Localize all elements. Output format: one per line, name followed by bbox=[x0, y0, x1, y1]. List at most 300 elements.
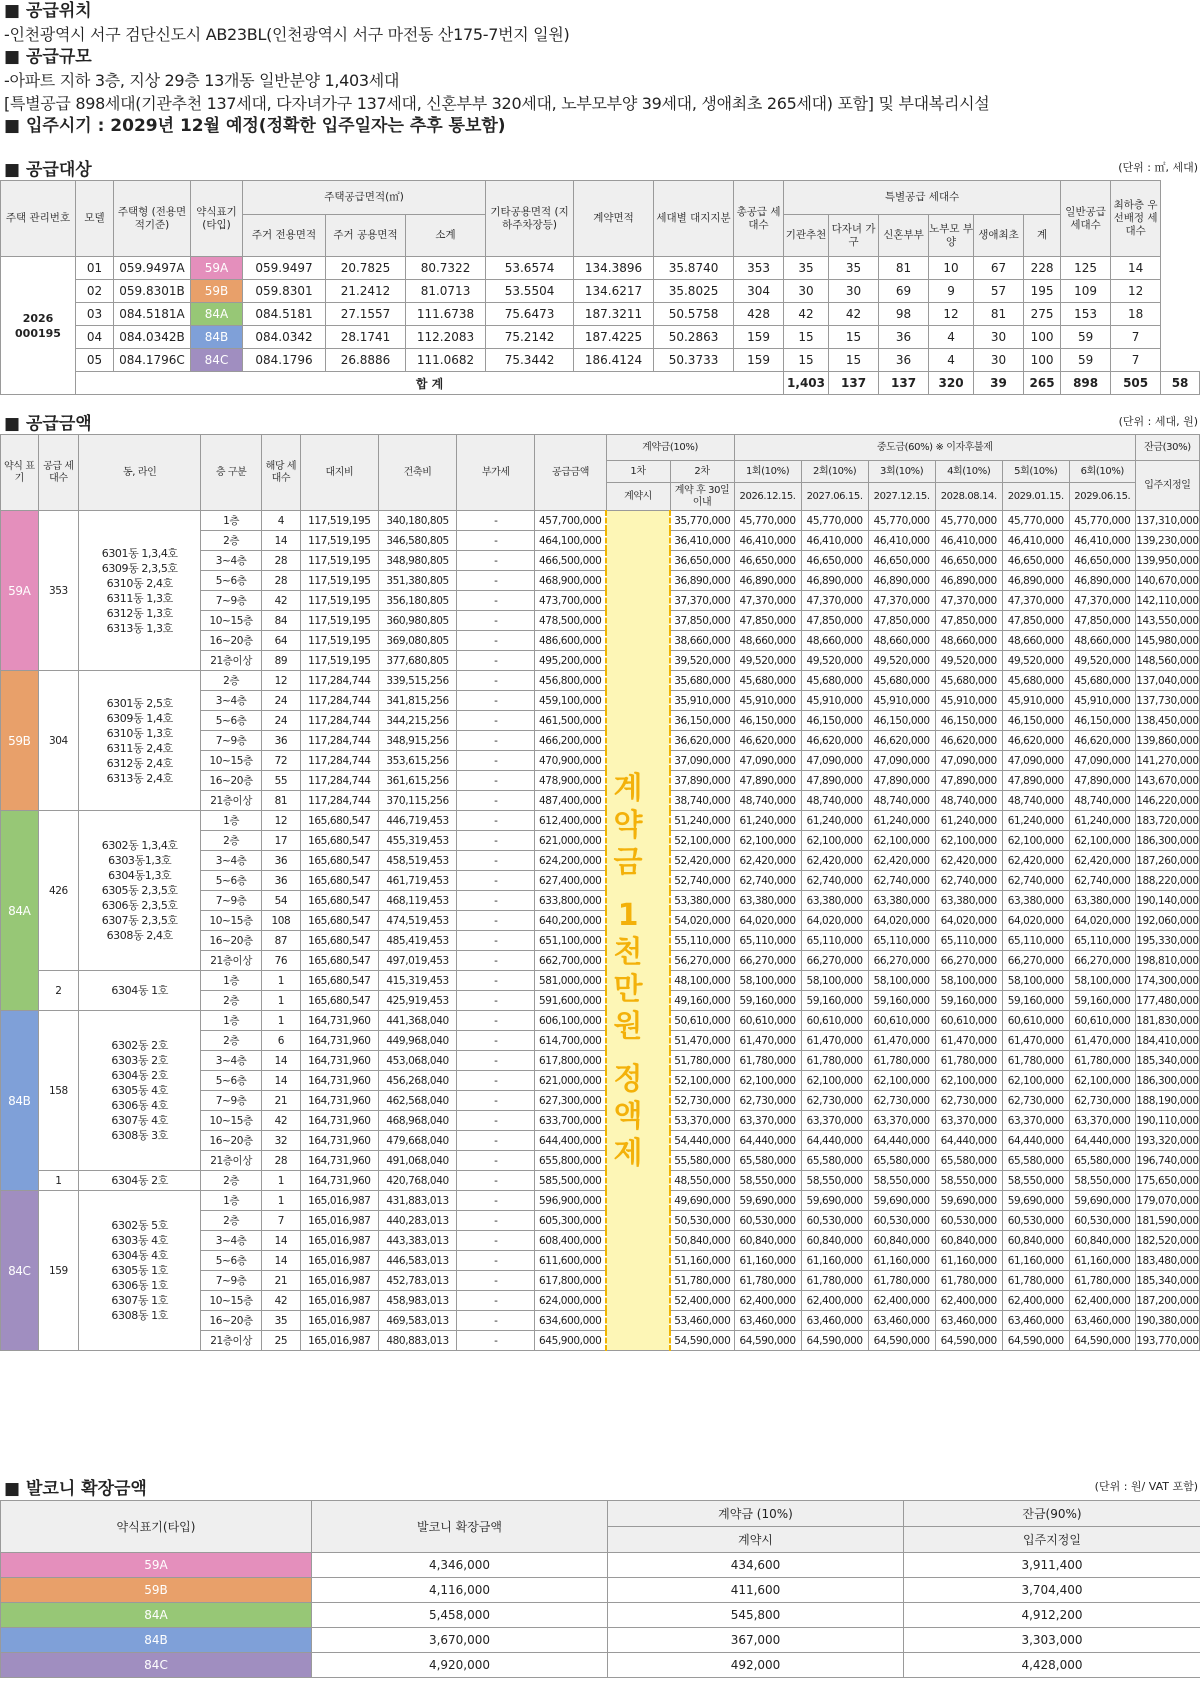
s4-cell: 4 bbox=[929, 326, 974, 349]
middle3-cell: 46,890,000 bbox=[868, 571, 935, 591]
s4-cell: 4 bbox=[929, 349, 974, 372]
deposit2-cell: 36,410,000 bbox=[670, 531, 734, 551]
middle5-cell: 62,400,000 bbox=[1002, 1291, 1069, 1311]
s1-cell: 15 bbox=[784, 349, 829, 372]
middle4-cell: 46,890,000 bbox=[935, 571, 1002, 591]
build-cell: 455,319,453 bbox=[378, 831, 456, 851]
balcony-unit: (단위 : 원/ VAT 포함) bbox=[1094, 1480, 1198, 1493]
middle4-cell: 61,780,000 bbox=[935, 1271, 1002, 1291]
balance-cell: 182,520,000 bbox=[1135, 1231, 1199, 1251]
middle4-cell: 58,550,000 bbox=[935, 1171, 1002, 1191]
build-cell: 361,615,256 bbox=[378, 771, 456, 791]
count-cell: 36 bbox=[262, 851, 301, 871]
pth-m1: 1회(10%) bbox=[734, 461, 801, 483]
balcony-deposit-cell: 545,800 bbox=[608, 1603, 904, 1628]
floor-cell: 10~15층 bbox=[201, 751, 262, 771]
middle6-cell: 60,840,000 bbox=[1069, 1231, 1135, 1251]
middle5-cell: 65,580,000 bbox=[1002, 1151, 1069, 1171]
middle4-cell: 45,680,000 bbox=[935, 671, 1002, 691]
sub-cell: 111.0682 bbox=[406, 349, 486, 372]
land-cell: 165,680,547 bbox=[300, 931, 378, 951]
middle6-cell: 45,680,000 bbox=[1069, 671, 1135, 691]
other-cell: 53.6574 bbox=[486, 257, 574, 280]
move-in-text: ■ 입주시기 : 2029년 12월 예정(정확한 입주일자는 추후 통보함) bbox=[4, 116, 506, 136]
table-row bbox=[1, 1653, 1200, 1678]
balance-cell: 196,740,000 bbox=[1135, 1151, 1199, 1171]
price-cell: 478,500,000 bbox=[535, 611, 606, 631]
middle6-cell: 46,890,000 bbox=[1069, 571, 1135, 591]
deposit2-cell: 55,110,000 bbox=[670, 931, 734, 951]
price-cell: 617,800,000 bbox=[535, 1271, 606, 1291]
middle5-cell: 59,160,000 bbox=[1002, 991, 1069, 1011]
land-cell: 164,731,960 bbox=[300, 1031, 378, 1051]
sub-cell: 80.7322 bbox=[406, 257, 486, 280]
floor-cell: 2층 bbox=[201, 1031, 262, 1051]
excl-cell: 084.5181 bbox=[243, 303, 326, 326]
floor-cell: 16~20층 bbox=[201, 771, 262, 791]
deposit2-cell: 35,680,000 bbox=[670, 671, 734, 691]
count-cell: 72 bbox=[262, 751, 301, 771]
line-item: 6313동 2,4호 bbox=[106, 771, 173, 785]
price-cell: 624,200,000 bbox=[535, 851, 606, 871]
count-cell: 14 bbox=[262, 1251, 301, 1271]
bth-dep: 계약금 (10%) bbox=[608, 1501, 904, 1527]
middle5-cell: 64,590,000 bbox=[1002, 1331, 1069, 1351]
price-cell: 591,600,000 bbox=[535, 991, 606, 1011]
sum-s4: 39 bbox=[974, 372, 1024, 395]
banner-char: 계 bbox=[613, 771, 643, 806]
line-item: 6306동 1호 bbox=[111, 1279, 168, 1292]
middle5-cell: 63,460,000 bbox=[1002, 1311, 1069, 1331]
type-badge: 59B bbox=[1, 1578, 312, 1603]
pth-deposit: 계약금(10%) bbox=[606, 435, 734, 461]
floor-cell: 7~9층 bbox=[201, 1271, 262, 1291]
excl-cell: 084.0342 bbox=[243, 326, 326, 349]
line-item: 6311동 1,3호 bbox=[106, 591, 173, 605]
balance-cell: 190,110,000 bbox=[1135, 1111, 1199, 1131]
middle6-cell: 46,650,000 bbox=[1069, 551, 1135, 571]
type-badge: 84B bbox=[1, 1011, 39, 1191]
count-cell: 21 bbox=[262, 1271, 301, 1291]
floor-cell: 7~9층 bbox=[201, 731, 262, 751]
middle2-cell: 60,840,000 bbox=[801, 1231, 868, 1251]
land-cell: 164,731,960 bbox=[300, 1071, 378, 1091]
floor-cell: 21층이상 bbox=[201, 1151, 262, 1171]
banner-char: 제 bbox=[613, 1136, 643, 1171]
middle5-cell: 45,770,000 bbox=[1002, 511, 1069, 531]
pth-d5: 2029.01.15. bbox=[1002, 483, 1069, 511]
middle2-cell: 62,420,000 bbox=[801, 851, 868, 871]
middle1-cell: 45,680,000 bbox=[734, 671, 801, 691]
units-cell: 159 bbox=[38, 1191, 79, 1351]
s3-cell: 81 bbox=[879, 257, 929, 280]
price-cell: 487,400,000 bbox=[535, 791, 606, 811]
build-cell: 441,368,040 bbox=[378, 1011, 456, 1031]
line-item: 6309동 1,4호 bbox=[106, 711, 173, 725]
line-item: 6312동 2,4호 bbox=[106, 756, 173, 770]
middle6-cell: 47,890,000 bbox=[1069, 771, 1135, 791]
middle2-cell: 61,240,000 bbox=[801, 811, 868, 831]
middle1-cell: 46,890,000 bbox=[734, 571, 801, 591]
th-s2: 다자녀 가구 bbox=[829, 215, 879, 257]
middle5-cell: 58,550,000 bbox=[1002, 1171, 1069, 1191]
deposit2-cell: 51,470,000 bbox=[670, 1031, 734, 1051]
th-excl: 주거 전용면적 bbox=[243, 215, 326, 257]
balcony-price-cell: 3,670,000 bbox=[312, 1628, 608, 1653]
middle2-cell: 46,620,000 bbox=[801, 731, 868, 751]
middle5-cell: 62,100,000 bbox=[1002, 1071, 1069, 1091]
floor-cell: 5~6층 bbox=[201, 871, 262, 891]
pth-floor: 층 구분 bbox=[201, 435, 262, 511]
middle2-cell: 65,580,000 bbox=[801, 1151, 868, 1171]
table-row bbox=[1, 1553, 1200, 1578]
line-item: 6308동 3호 bbox=[111, 1129, 168, 1142]
units-cell: 1 bbox=[38, 1171, 79, 1191]
land-cell: 35.8740 bbox=[654, 257, 734, 280]
middle1-cell: 47,090,000 bbox=[734, 751, 801, 771]
floor-cell: 2층 bbox=[201, 671, 262, 691]
count-cell: 35 bbox=[262, 1311, 301, 1331]
total-cell: 159 bbox=[734, 349, 784, 372]
sum-s5: 265 bbox=[1024, 372, 1061, 395]
balcony-deposit-cell: 367,000 bbox=[608, 1628, 904, 1653]
banner-char: 약 bbox=[613, 808, 643, 843]
th-s4: 노부모 부양 bbox=[929, 215, 974, 257]
middle6-cell: 61,780,000 bbox=[1069, 1271, 1135, 1291]
s1-cell: 30 bbox=[784, 280, 829, 303]
middle5-cell: 62,420,000 bbox=[1002, 851, 1069, 871]
middle6-cell: 64,440,000 bbox=[1069, 1131, 1135, 1151]
pth-line: 동, 라인 bbox=[79, 435, 201, 511]
build-cell: 449,968,040 bbox=[378, 1031, 456, 1051]
pth-dep2: 2차 bbox=[670, 461, 734, 483]
line-item: 6310동 1,3호 bbox=[106, 726, 173, 740]
count-cell: 21 bbox=[262, 1091, 301, 1111]
middle5-cell: 62,740,000 bbox=[1002, 871, 1069, 891]
th-special: 특별공급 세대수 bbox=[784, 181, 1061, 215]
floor-cell: 3~4층 bbox=[201, 551, 262, 571]
floor-cell: 21층이상 bbox=[201, 951, 262, 971]
priority-cell: 18 bbox=[1111, 303, 1161, 326]
middle5-cell: 47,370,000 bbox=[1002, 591, 1069, 611]
middle1-cell: 59,690,000 bbox=[734, 1191, 801, 1211]
middle1-cell: 60,840,000 bbox=[734, 1231, 801, 1251]
middle3-cell: 45,680,000 bbox=[868, 671, 935, 691]
middle3-cell: 62,740,000 bbox=[868, 871, 935, 891]
count-cell: 25 bbox=[262, 1331, 301, 1351]
middle3-cell: 61,470,000 bbox=[868, 1031, 935, 1051]
land-cell: 117,519,195 bbox=[300, 511, 378, 531]
vat-cell: - bbox=[457, 1131, 535, 1151]
pub-cell: 28.1741 bbox=[326, 326, 406, 349]
count-cell: 28 bbox=[262, 1151, 301, 1171]
floor-cell: 2층 bbox=[201, 1211, 262, 1231]
s1-cell: 35 bbox=[784, 257, 829, 280]
price-cell: 611,600,000 bbox=[535, 1251, 606, 1271]
count-cell: 24 bbox=[262, 711, 301, 731]
vat-cell: - bbox=[457, 651, 535, 671]
middle1-cell: 58,100,000 bbox=[734, 971, 801, 991]
type-badge: 59B bbox=[1, 671, 39, 811]
deposit2-cell: 50,610,000 bbox=[670, 1011, 734, 1031]
balcony-balance-cell: 4,912,200 bbox=[904, 1603, 1200, 1628]
table-row bbox=[1, 1171, 1200, 1191]
balance-cell: 139,230,000 bbox=[1135, 531, 1199, 551]
deposit2-cell: 52,400,000 bbox=[670, 1291, 734, 1311]
middle2-cell: 46,650,000 bbox=[801, 551, 868, 571]
middle1-cell: 62,100,000 bbox=[734, 831, 801, 851]
middle4-cell: 47,890,000 bbox=[935, 771, 1002, 791]
vat-cell: - bbox=[457, 771, 535, 791]
th-priority: 최하층 우선배정 세대수 bbox=[1111, 181, 1161, 257]
bth-bal-when: 입주지정일 bbox=[904, 1527, 1200, 1553]
line-cell bbox=[79, 511, 201, 671]
vat-cell: - bbox=[457, 1251, 535, 1271]
middle4-cell: 59,160,000 bbox=[935, 991, 1002, 1011]
middle4-cell: 45,770,000 bbox=[935, 511, 1002, 531]
land-cell: 165,680,547 bbox=[300, 911, 378, 931]
deposit2-cell: 48,550,000 bbox=[670, 1171, 734, 1191]
vat-cell: - bbox=[457, 1111, 535, 1131]
line-item: 6304동 1호 bbox=[111, 984, 168, 997]
supply-title: ■ 공급대상 bbox=[4, 160, 92, 180]
total-cell: 304 bbox=[734, 280, 784, 303]
vat-cell: - bbox=[457, 1151, 535, 1171]
pth-m2: 2회(10%) bbox=[801, 461, 868, 483]
vat-cell: - bbox=[457, 1211, 535, 1231]
build-cell: 468,968,040 bbox=[378, 1111, 456, 1131]
vat-cell: - bbox=[457, 1191, 535, 1211]
land-cell: 165,016,987 bbox=[300, 1331, 378, 1351]
build-cell: 468,119,453 bbox=[378, 891, 456, 911]
middle6-cell: 63,460,000 bbox=[1069, 1311, 1135, 1331]
count-cell: 28 bbox=[262, 571, 301, 591]
vat-cell: - bbox=[457, 531, 535, 551]
deposit2-cell: 49,160,000 bbox=[670, 991, 734, 1011]
middle6-cell: 48,740,000 bbox=[1069, 791, 1135, 811]
balcony-table bbox=[0, 1500, 1200, 1678]
general-cell: 109 bbox=[1061, 280, 1111, 303]
middle4-cell: 64,020,000 bbox=[935, 911, 1002, 931]
count-cell: 87 bbox=[262, 931, 301, 951]
balcony-deposit-cell: 492,000 bbox=[608, 1653, 904, 1678]
pth-units: 공급 세대수 bbox=[38, 435, 79, 511]
count-cell: 14 bbox=[262, 1231, 301, 1251]
price-unit: (단위 : 세대, 원) bbox=[1118, 415, 1198, 428]
build-cell: 446,719,453 bbox=[378, 811, 456, 831]
price-cell: 624,000,000 bbox=[535, 1291, 606, 1311]
pth-dep1-when: 계약시 bbox=[606, 483, 670, 511]
vat-cell: - bbox=[457, 871, 535, 891]
vat-cell: - bbox=[457, 851, 535, 871]
vat-cell: - bbox=[457, 711, 535, 731]
price-cell: 473,700,000 bbox=[535, 591, 606, 611]
deposit2-cell: 54,020,000 bbox=[670, 911, 734, 931]
middle6-cell: 64,020,000 bbox=[1069, 911, 1135, 931]
pth-d1: 2026.12.15. bbox=[734, 483, 801, 511]
table-row bbox=[1, 1578, 1200, 1603]
deposit2-cell: 49,690,000 bbox=[670, 1191, 734, 1211]
model-cell: 01 bbox=[76, 257, 114, 280]
middle4-cell: 47,090,000 bbox=[935, 751, 1002, 771]
total-cell: 428 bbox=[734, 303, 784, 326]
land-cell: 117,284,744 bbox=[300, 751, 378, 771]
price-cell: 468,900,000 bbox=[535, 571, 606, 591]
middle3-cell: 65,110,000 bbox=[868, 931, 935, 951]
land-cell: 164,731,960 bbox=[300, 1171, 378, 1191]
land-cell: 164,731,960 bbox=[300, 1091, 378, 1111]
middle3-cell: 62,400,000 bbox=[868, 1291, 935, 1311]
middle3-cell: 45,910,000 bbox=[868, 691, 935, 711]
vat-cell: - bbox=[457, 831, 535, 851]
line-cell bbox=[79, 671, 201, 811]
land-cell: 117,519,195 bbox=[300, 631, 378, 651]
line-cell bbox=[79, 811, 201, 971]
th-s3: 신혼부부 bbox=[879, 215, 929, 257]
middle6-cell: 59,690,000 bbox=[1069, 1191, 1135, 1211]
middle1-cell: 46,410,000 bbox=[734, 531, 801, 551]
build-cell: 446,583,013 bbox=[378, 1251, 456, 1271]
vat-cell: - bbox=[457, 1031, 535, 1051]
balance-cell: 139,860,000 bbox=[1135, 731, 1199, 751]
floor-cell: 16~20층 bbox=[201, 1311, 262, 1331]
middle3-cell: 66,270,000 bbox=[868, 951, 935, 971]
middle5-cell: 61,470,000 bbox=[1002, 1031, 1069, 1051]
banner-char: 만 bbox=[613, 972, 643, 1007]
land-cell: 117,519,195 bbox=[300, 611, 378, 631]
middle2-cell: 47,090,000 bbox=[801, 751, 868, 771]
price-cell: 644,400,000 bbox=[535, 1131, 606, 1151]
pth-dep1: 1차 bbox=[606, 461, 670, 483]
line-item: 6305동 1호 bbox=[111, 1264, 168, 1277]
banner-char: 1 bbox=[617, 898, 639, 933]
middle1-cell: 48,660,000 bbox=[734, 631, 801, 651]
line-item: 6304동 2호 bbox=[111, 1069, 168, 1082]
line-item: 6308동 1호 bbox=[111, 1309, 168, 1322]
floor-cell: 1층 bbox=[201, 811, 262, 831]
middle5-cell: 61,780,000 bbox=[1002, 1271, 1069, 1291]
deposit2-cell: 55,580,000 bbox=[670, 1151, 734, 1171]
line-cell bbox=[79, 1191, 201, 1351]
price-cell: 633,700,000 bbox=[535, 1111, 606, 1131]
land-cell: 117,284,744 bbox=[300, 791, 378, 811]
line-item: 6305동 4호 bbox=[111, 1084, 168, 1097]
balcony-balance-cell: 3,911,400 bbox=[904, 1553, 1200, 1578]
deposit2-cell: 53,460,000 bbox=[670, 1311, 734, 1331]
balance-cell: 146,220,000 bbox=[1135, 791, 1199, 811]
th-s6: 계 bbox=[1024, 215, 1061, 257]
middle3-cell: 62,100,000 bbox=[868, 831, 935, 851]
middle5-cell: 62,730,000 bbox=[1002, 1091, 1069, 1111]
middle6-cell: 46,620,000 bbox=[1069, 731, 1135, 751]
middle3-cell: 45,770,000 bbox=[868, 511, 935, 531]
price-title: ■ 공급금액 bbox=[4, 414, 92, 434]
middle4-cell: 62,740,000 bbox=[935, 871, 1002, 891]
price-cell: 478,900,000 bbox=[535, 771, 606, 791]
deposit2-cell: 36,150,000 bbox=[670, 711, 734, 731]
model-cell: 02 bbox=[76, 280, 114, 303]
s6-cell: 228 bbox=[1024, 257, 1061, 280]
count-cell: 108 bbox=[262, 911, 301, 931]
balance-cell: 139,950,000 bbox=[1135, 551, 1199, 571]
price-cell: 585,500,000 bbox=[535, 1171, 606, 1191]
th-land: 세대별 대지지분 bbox=[654, 181, 734, 257]
middle2-cell: 48,740,000 bbox=[801, 791, 868, 811]
middle1-cell: 47,370,000 bbox=[734, 591, 801, 611]
type-badge: 59A bbox=[1, 1553, 312, 1578]
middle6-cell: 62,100,000 bbox=[1069, 1071, 1135, 1091]
middle1-cell: 65,580,000 bbox=[734, 1151, 801, 1171]
balance-cell: 190,140,000 bbox=[1135, 891, 1199, 911]
middle5-cell: 60,530,000 bbox=[1002, 1211, 1069, 1231]
balance-cell: 192,060,000 bbox=[1135, 911, 1199, 931]
balance-cell: 195,330,000 bbox=[1135, 931, 1199, 951]
middle3-cell: 62,100,000 bbox=[868, 1071, 935, 1091]
balcony-price-cell: 4,346,000 bbox=[312, 1553, 608, 1578]
balance-cell: 138,450,000 bbox=[1135, 711, 1199, 731]
middle4-cell: 58,100,000 bbox=[935, 971, 1002, 991]
total-cell: 353 bbox=[734, 257, 784, 280]
land-cell: 50.3733 bbox=[654, 349, 734, 372]
middle6-cell: 48,660,000 bbox=[1069, 631, 1135, 651]
middle2-cell: 66,270,000 bbox=[801, 951, 868, 971]
type-badge: 59A bbox=[1, 511, 39, 671]
middle3-cell: 63,370,000 bbox=[868, 1111, 935, 1131]
other-cell: 75.6473 bbox=[486, 303, 574, 326]
middle1-cell: 63,370,000 bbox=[734, 1111, 801, 1131]
balance-cell: 143,670,000 bbox=[1135, 771, 1199, 791]
s5-cell: 67 bbox=[974, 257, 1024, 280]
land-cell: 165,680,547 bbox=[300, 871, 378, 891]
th-s1: 기관추천 bbox=[784, 215, 829, 257]
price-cell: 461,500,000 bbox=[535, 711, 606, 731]
middle5-cell: 63,370,000 bbox=[1002, 1111, 1069, 1131]
middle3-cell: 47,370,000 bbox=[868, 591, 935, 611]
middle5-cell: 45,910,000 bbox=[1002, 691, 1069, 711]
build-cell: 458,983,013 bbox=[378, 1291, 456, 1311]
vat-cell: - bbox=[457, 1171, 535, 1191]
line-item: 6304동 2호 bbox=[111, 1174, 168, 1187]
land-cell: 165,016,987 bbox=[300, 1291, 378, 1311]
deposit2-cell: 53,370,000 bbox=[670, 1111, 734, 1131]
middle2-cell: 61,470,000 bbox=[801, 1031, 868, 1051]
balance-cell: 198,810,000 bbox=[1135, 951, 1199, 971]
balance-cell: 143,550,000 bbox=[1135, 611, 1199, 631]
deposit2-cell: 54,440,000 bbox=[670, 1131, 734, 1151]
deposit2-cell: 52,420,000 bbox=[670, 851, 734, 871]
pth-vat: 부가세 bbox=[457, 435, 535, 511]
middle3-cell: 59,690,000 bbox=[868, 1191, 935, 1211]
middle4-cell: 62,100,000 bbox=[935, 831, 1002, 851]
vat-cell: - bbox=[457, 1011, 535, 1031]
middle3-cell: 46,410,000 bbox=[868, 531, 935, 551]
s5-cell: 30 bbox=[974, 326, 1024, 349]
middle1-cell: 62,400,000 bbox=[734, 1291, 801, 1311]
floor-cell: 3~4층 bbox=[201, 691, 262, 711]
middle4-cell: 63,460,000 bbox=[935, 1311, 1002, 1331]
line-item: 6305동 2,3,5호 bbox=[101, 884, 178, 897]
land-cell: 117,519,195 bbox=[300, 571, 378, 591]
middle6-cell: 47,090,000 bbox=[1069, 751, 1135, 771]
build-cell: 346,580,805 bbox=[378, 531, 456, 551]
land-cell: 164,731,960 bbox=[300, 1151, 378, 1171]
middle3-cell: 47,850,000 bbox=[868, 611, 935, 631]
vat-cell: - bbox=[457, 1231, 535, 1251]
line-item: 6303동 2호 bbox=[111, 1054, 168, 1067]
other-cell: 75.3442 bbox=[486, 349, 574, 372]
pth-build: 건축비 bbox=[378, 435, 456, 511]
middle3-cell: 47,090,000 bbox=[868, 751, 935, 771]
